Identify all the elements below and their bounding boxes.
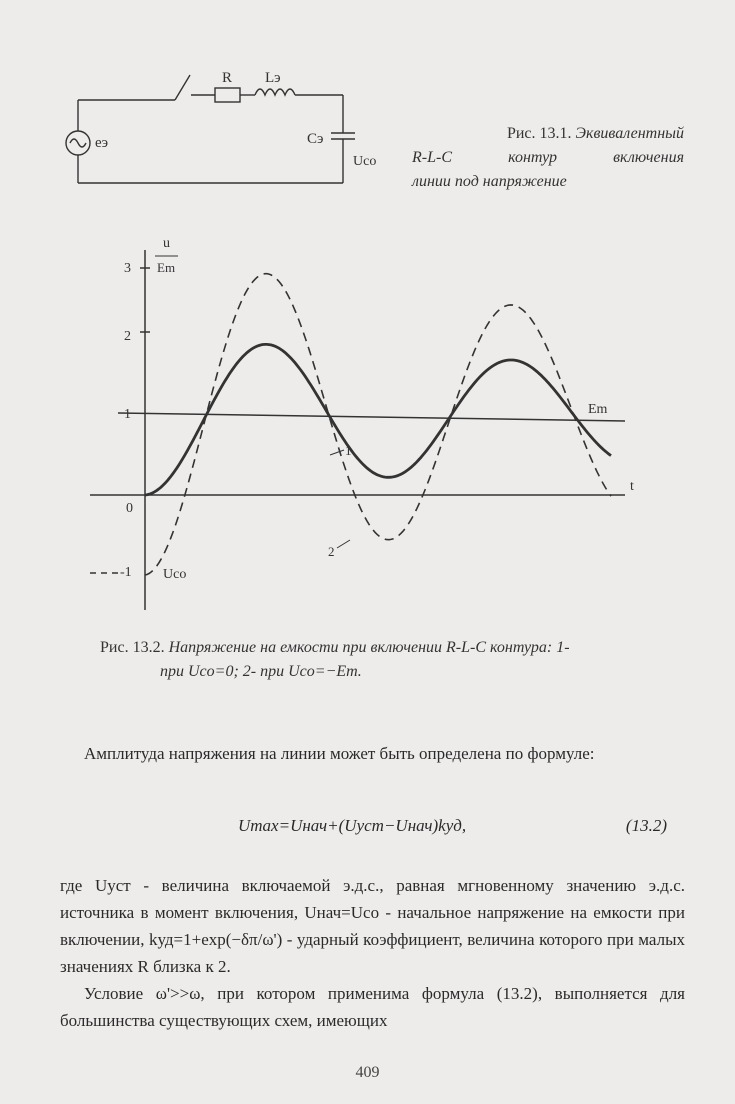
paragraph-2: где Uуст - величина включаемой э.д.с., равная мгновенному значению э.д.с. источника в момент включения, Uнач=Uco - начальное напряжение на емкости при включении, kуд=1+exp(−δπ/ω') - ударный коэффициент, величина которого при малых значениях R близка к 2. (60, 876, 685, 976)
label-uco: Uco (353, 154, 377, 169)
series-2-curve (145, 274, 611, 575)
uco-label: Uco (163, 567, 187, 582)
x-label-t: t (630, 479, 634, 494)
y-label-em: Em (157, 260, 176, 275)
y-tick-0: 0 (126, 501, 133, 516)
label-l: Lэ (265, 70, 281, 86)
series-2-label: 2 (328, 544, 335, 559)
formula-text: Umax=Uнач+(Uуст−Uнач)kуд, (238, 816, 467, 835)
figure1-caption: Рис. 13.1. Эквивалентный R-L-C контур включения линии под напряжение (412, 125, 684, 190)
y-tick-2: 2 (124, 329, 131, 344)
series-1-label: 1 (345, 443, 352, 458)
em-line (118, 413, 625, 421)
figure2-caption: Рис. 13.2. Напряжение на емкости при включении R-L-C контура: 1- при Uco=0; 2- при Uco=−Em. (100, 639, 570, 680)
paragraph-3: Условие ω'>>ω, при котором применима формула (13.2), выполняется для большинства существующих схем, имеющих (60, 984, 685, 1030)
y-tick-3: 3 (124, 261, 131, 276)
label-c: Cэ (307, 131, 324, 147)
label-e: eэ (95, 135, 109, 151)
label-r: R (222, 70, 233, 86)
page-number: 409 (355, 1064, 380, 1081)
formula-13-2 (60, 816, 685, 842)
y-tick-minus1: -1 (120, 565, 132, 580)
em-label: Em (588, 402, 608, 417)
formula-number: (13.2) (625, 816, 667, 835)
y-label-u: u (163, 236, 170, 251)
y-tick-1: 1 (124, 407, 131, 422)
paragraph-1: Амплитуда напряжения на линии может быть определена по формуле: (84, 744, 595, 763)
